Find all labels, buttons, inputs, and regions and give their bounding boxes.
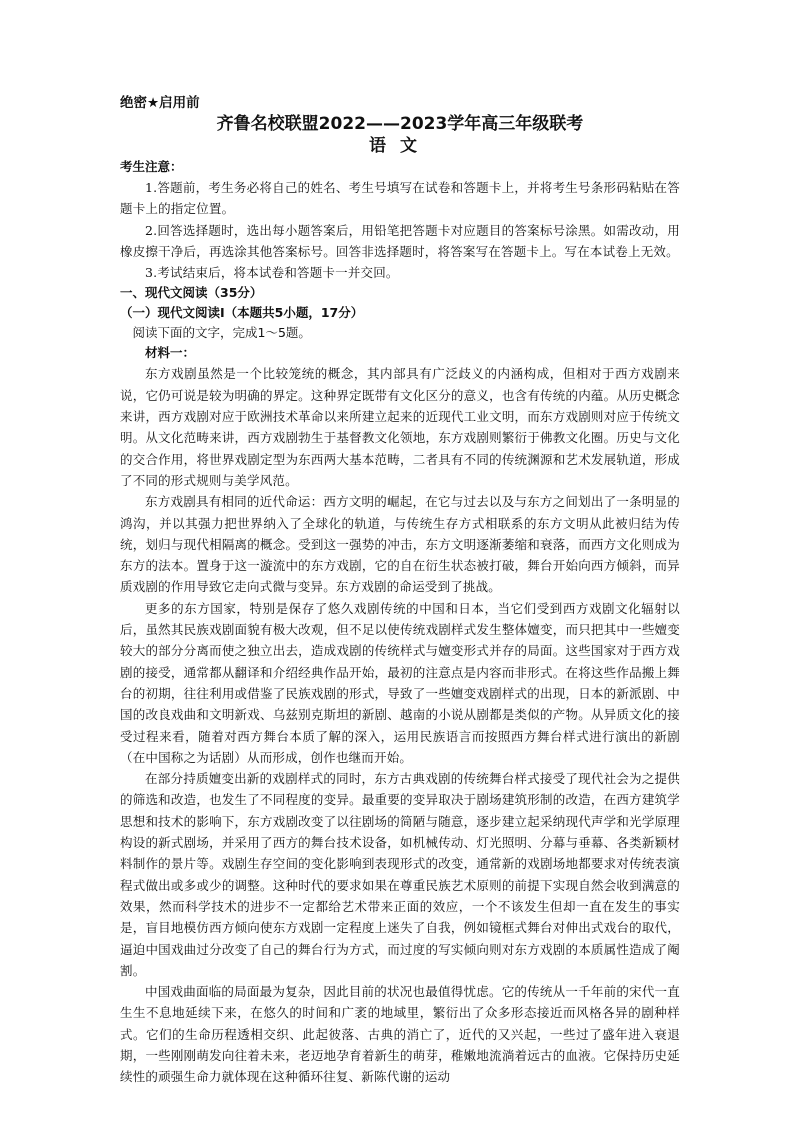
material-paragraph-1: 东方戏剧虽然是一个比较笼统的概念，其内部具有广泛歧义的内涵构成，但相对于西方戏剧来说，它仍可说是较为明确的界定。这种界定既带有文化区分的意义，也含有传统的内蕴。从历史概念来讲，西方戏剧对应于欧洲技术革命以来所建立起来的近现代工业文明，而东方戏剧则对应于传统文明。从文化范畴来讲，西方戏剧勃生于基督教文化领地，东方戏剧则繁衍于佛教文化圈。历史与文化的交合作用，将世界戏剧定型为东西两大基本范畴，二者具有不同的传统渊源和艺术发展轨道，形成了不同的形式规则与美学风范。 <box>120 366 680 488</box>
subject-title: 语文 <box>369 136 431 156</box>
exam-page <box>120 93 680 1088</box>
material-paragraph-4: 在部分持质嬗变出新的戏剧样式的同时，东方古典戏剧的传统舞台样式接受了现代社会为之提供的筛选和改造，也发生了不同程度的变异。最重要的变异取决于剧场建筑形制的改造，在西方建筑学思想和技术的影响下，东方戏剧改变了以往剧场的简陋与随意，逐步建立起采纳现代声学和光学原理构设的新式剧场，并采用了西方的舞台技术设备，如机械传动、灯光照明、分幕与垂幕、各类新颖材料制作的景片等。戏剧生存空间的变化影响到表现形式的改变，通常新的戏剧场地都要求对传统表演程式做出或多或少的调整。这种时代的要求如果在尊重民族艺术原则的前提下实现自然会收到满意的效果，然而科学技术的进步不一定都给艺术带来正面的效应，一个不该发生但却一直在发生的事实是，盲目地模仿西方倾向使东方戏剧一定程度上迷失了自我，例如镜框式舞台对伸出式戏台的取代，逼迫中国戏曲过分改变了自己的舞台行为方式，而过度的写实倾向则对东方戏剧的本质属性造成了阉割。 <box>120 771 680 978</box>
notice-item-2: 2.回答选择题时，选出每小题答案后，用铅笔把答题卡对应题目的答案标号涂黑。如需改动，用橡皮擦干净后，再选涂其他答案标号。回答非选择题时，将答案写在答题卡上。写在本试卷上无效。 <box>120 222 680 259</box>
material-paragraph-3: 更多的东方国家，特别是保存了悠久戏剧传统的中国和日本，当它们受到西方戏剧文化辐射以后，虽然其民族戏剧面貌有极大改观，但不足以使传统戏剧样式发生整体嬗变，而只把其中一些嬗变较大的部分分离而使之独立出去，造成戏剧的传统样式与嬗变形式并存的局面。这些国家对于西方戏剧的接受，通常都从翻译和介绍经典作品开始，最初的注意点是内容而非形式。在将这些作品搬上舞台的初期，往往利用或借鉴了民族戏剧的形式，导致了一些嬗变戏剧样式的出现，日本的新派剧、中国的改良戏曲和文明新戏、乌兹别克斯坦的新剧、越南的小说从剧都是类似的产物。从异质文化的接受过程来看，随着对西方舞台本质了解的深入，运用民族语言而按照西方舞台样式进行演出的新剧（在中国称之为话剧）从而形成，创作也继而开始。 <box>120 600 680 765</box>
reading-instruction: 阅读下面的文字，完成1～5题。 <box>132 325 311 341</box>
section-subtitle: （一）现代文阅读Ⅰ（本题共5小题，17分） <box>120 305 364 321</box>
material-label: 材料一： <box>145 345 196 361</box>
notice-item-1: 1.答题前，考生务必将自己的姓名、考生号填写在试卷和答题卡上，并将考生号条形码粘贴在答题卡上的指定位置。 <box>120 180 680 217</box>
notice-title: 考生注意： <box>120 159 183 174</box>
confidential-mark: 绝密★启用前 <box>120 95 200 111</box>
section-title: 一、现代文阅读（35分） <box>120 285 263 301</box>
material-paragraph-5: 中国戏曲面临的局面最为复杂，因此目前的状况也最值得忧虑。它的传统从一千年前的宋代一直生生不息地延续下来，在悠久的时间和广袤的地域里，繁衍出了众多形态接近而风格各异的剧种样式。它们的生命历程透相交织、此起彼落、古典的消亡了，近代的又兴起，一些过了盛年进入衰退期，一些刚刚萌发向往着未来，老迈地孕育着新生的萌芽，稚嫩地流淌着远古的血液。它保持历史延续性的顽强生命力就体现在这种循环往复、新陈代谢的运动 <box>120 984 680 1085</box>
notice-item-3: 3.考试结束后，将本试卷和答题卡一并交回。 <box>145 265 399 281</box>
material-paragraph-2: 东方戏剧具有相同的近代命运：西方文明的崛起，在它与过去以及与东方之间划出了一条明显的鸿沟，并以其强力把世界纳入了全球化的轨道，与传统生存方式相联系的东方文明从此被归结为传统，划归与现代相隔离的概念。受到这一强势的冲击，东方文明逐渐萎缩和衰落，而西方文化则成为东方的法本。置身于这一漩流中的东方戏剧，它的自在衍生状态被打破，舞台开始向西方倾斜，而异质戏剧的作用导致它走向式微与变异。东方戏剧的命运受到了挑战。 <box>120 494 680 595</box>
exam-title: 齐鲁名校联盟2022——2023学年高三年级联考 <box>216 114 584 134</box>
